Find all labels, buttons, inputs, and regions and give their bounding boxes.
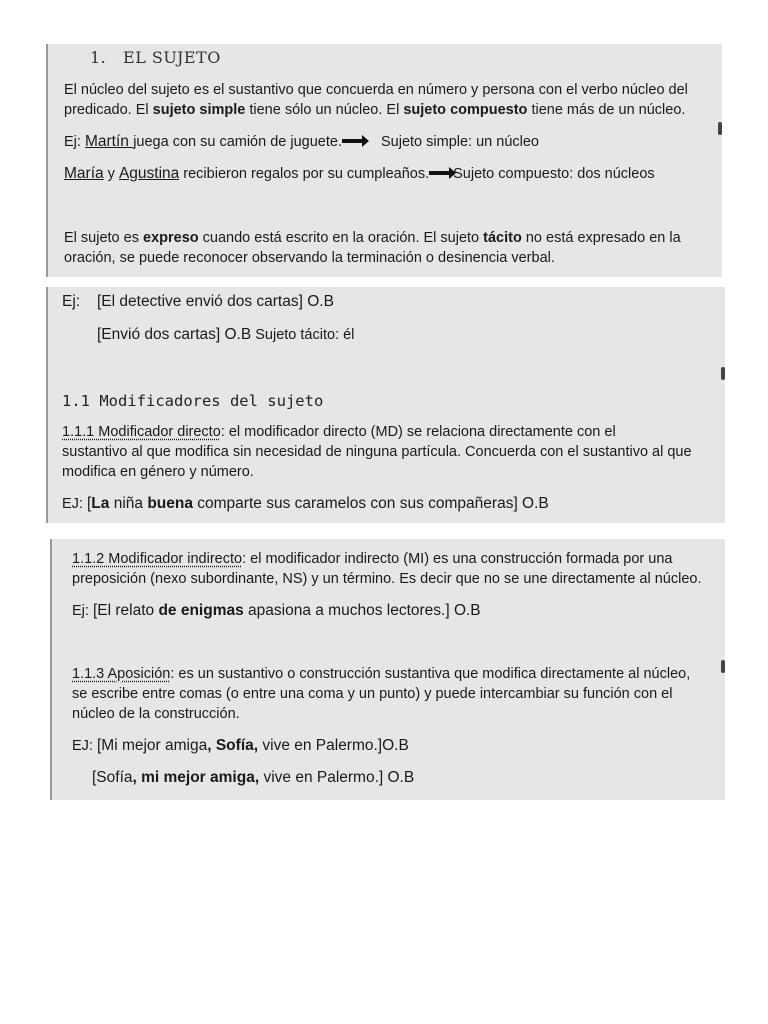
- section-title: 1. EL SUJETO: [90, 48, 221, 67]
- paragraph-line: El núcleo del sujeto es el sustantivo que concuerda en número y persona con el verbo núcleo del: [64, 82, 688, 98]
- scrollbar-thumb[interactable]: [721, 660, 725, 673]
- example-tacit-subject: [Envió dos cartas] O.B Sujeto tácito: él: [97, 326, 355, 343]
- example-indirect-modifier: Ej: [El relato de enigmas apasiona a muchos lectores.] O.B: [72, 602, 481, 619]
- example-express-subject: [El detective envió dos cartas] O.B: [97, 293, 334, 310]
- paragraph-line: oración, se puede reconocer observando la terminación o desinencia verbal.: [64, 250, 555, 266]
- paragraph-line: 1.1.2 Modificador indirecto: el modificador indirecto (MI) es una construcción formada por una: [72, 551, 673, 567]
- paragraph-line: modifica en género y número.: [62, 464, 254, 480]
- paragraph-line: sustantivo al que modifica sin necesidad de ninguna partícula. Concuerda con el sustantivo al que: [62, 444, 692, 460]
- paragraph-line: preposición (nexo subordinante, NS) y un término. Es decir que no se une directamente al núcleo.: [72, 571, 702, 587]
- paragraph-line: 1.1.1 Modificador directo: el modificador directo (MD) se relaciona directamente con el: [62, 424, 616, 440]
- scrollbar-thumb[interactable]: [721, 367, 725, 380]
- example-apposition-2: [Sofía, mi mejor amiga, vive en Palermo.] O.B: [92, 769, 415, 786]
- scrollbar-thumb[interactable]: [718, 122, 722, 135]
- example-apposition-1: EJ: [Mi mejor amiga, Sofía, vive en Palermo.]O.B: [72, 737, 409, 754]
- example-compound-subject: María y Agustina recibieron regalos por su cumpleaños. Sujeto compuesto: dos núcleos: [64, 165, 655, 182]
- paragraph-line: 1.1.3 Aposición: es un sustantivo o construcción sustantiva que modifica directamente al núcleo,: [72, 666, 691, 682]
- paragraph-line: El sujeto es expreso cuando está escrito en la oración. El sujeto tácito no está expresado en la: [64, 230, 681, 246]
- example-simple-result: Sujeto simple: un núcleo: [381, 134, 539, 150]
- subsection-heading: 1.1 Modificadores del sujeto: [62, 392, 324, 410]
- ej-label: Ej:: [62, 293, 81, 310]
- paragraph-line: núcleo de la construcción.: [72, 706, 240, 722]
- paragraph-line: predicado. El sujeto simple tiene sólo un núcleo. El sujeto compuesto tiene más de un núcleo.: [64, 102, 686, 118]
- paragraph-line: se escribe entre comas (o entre una coma y un punto) y puede intercambiar su función con el: [72, 686, 673, 702]
- arrow-right-icon: [342, 139, 364, 143]
- example-direct-modifier: EJ: [La niña buena comparte sus caramelos con sus compañeras] O.B: [62, 495, 549, 512]
- example-simple-subject: Ej: Martín juega con su camión de juguete.: [64, 132, 366, 152]
- arrow-right-icon: [429, 171, 451, 175]
